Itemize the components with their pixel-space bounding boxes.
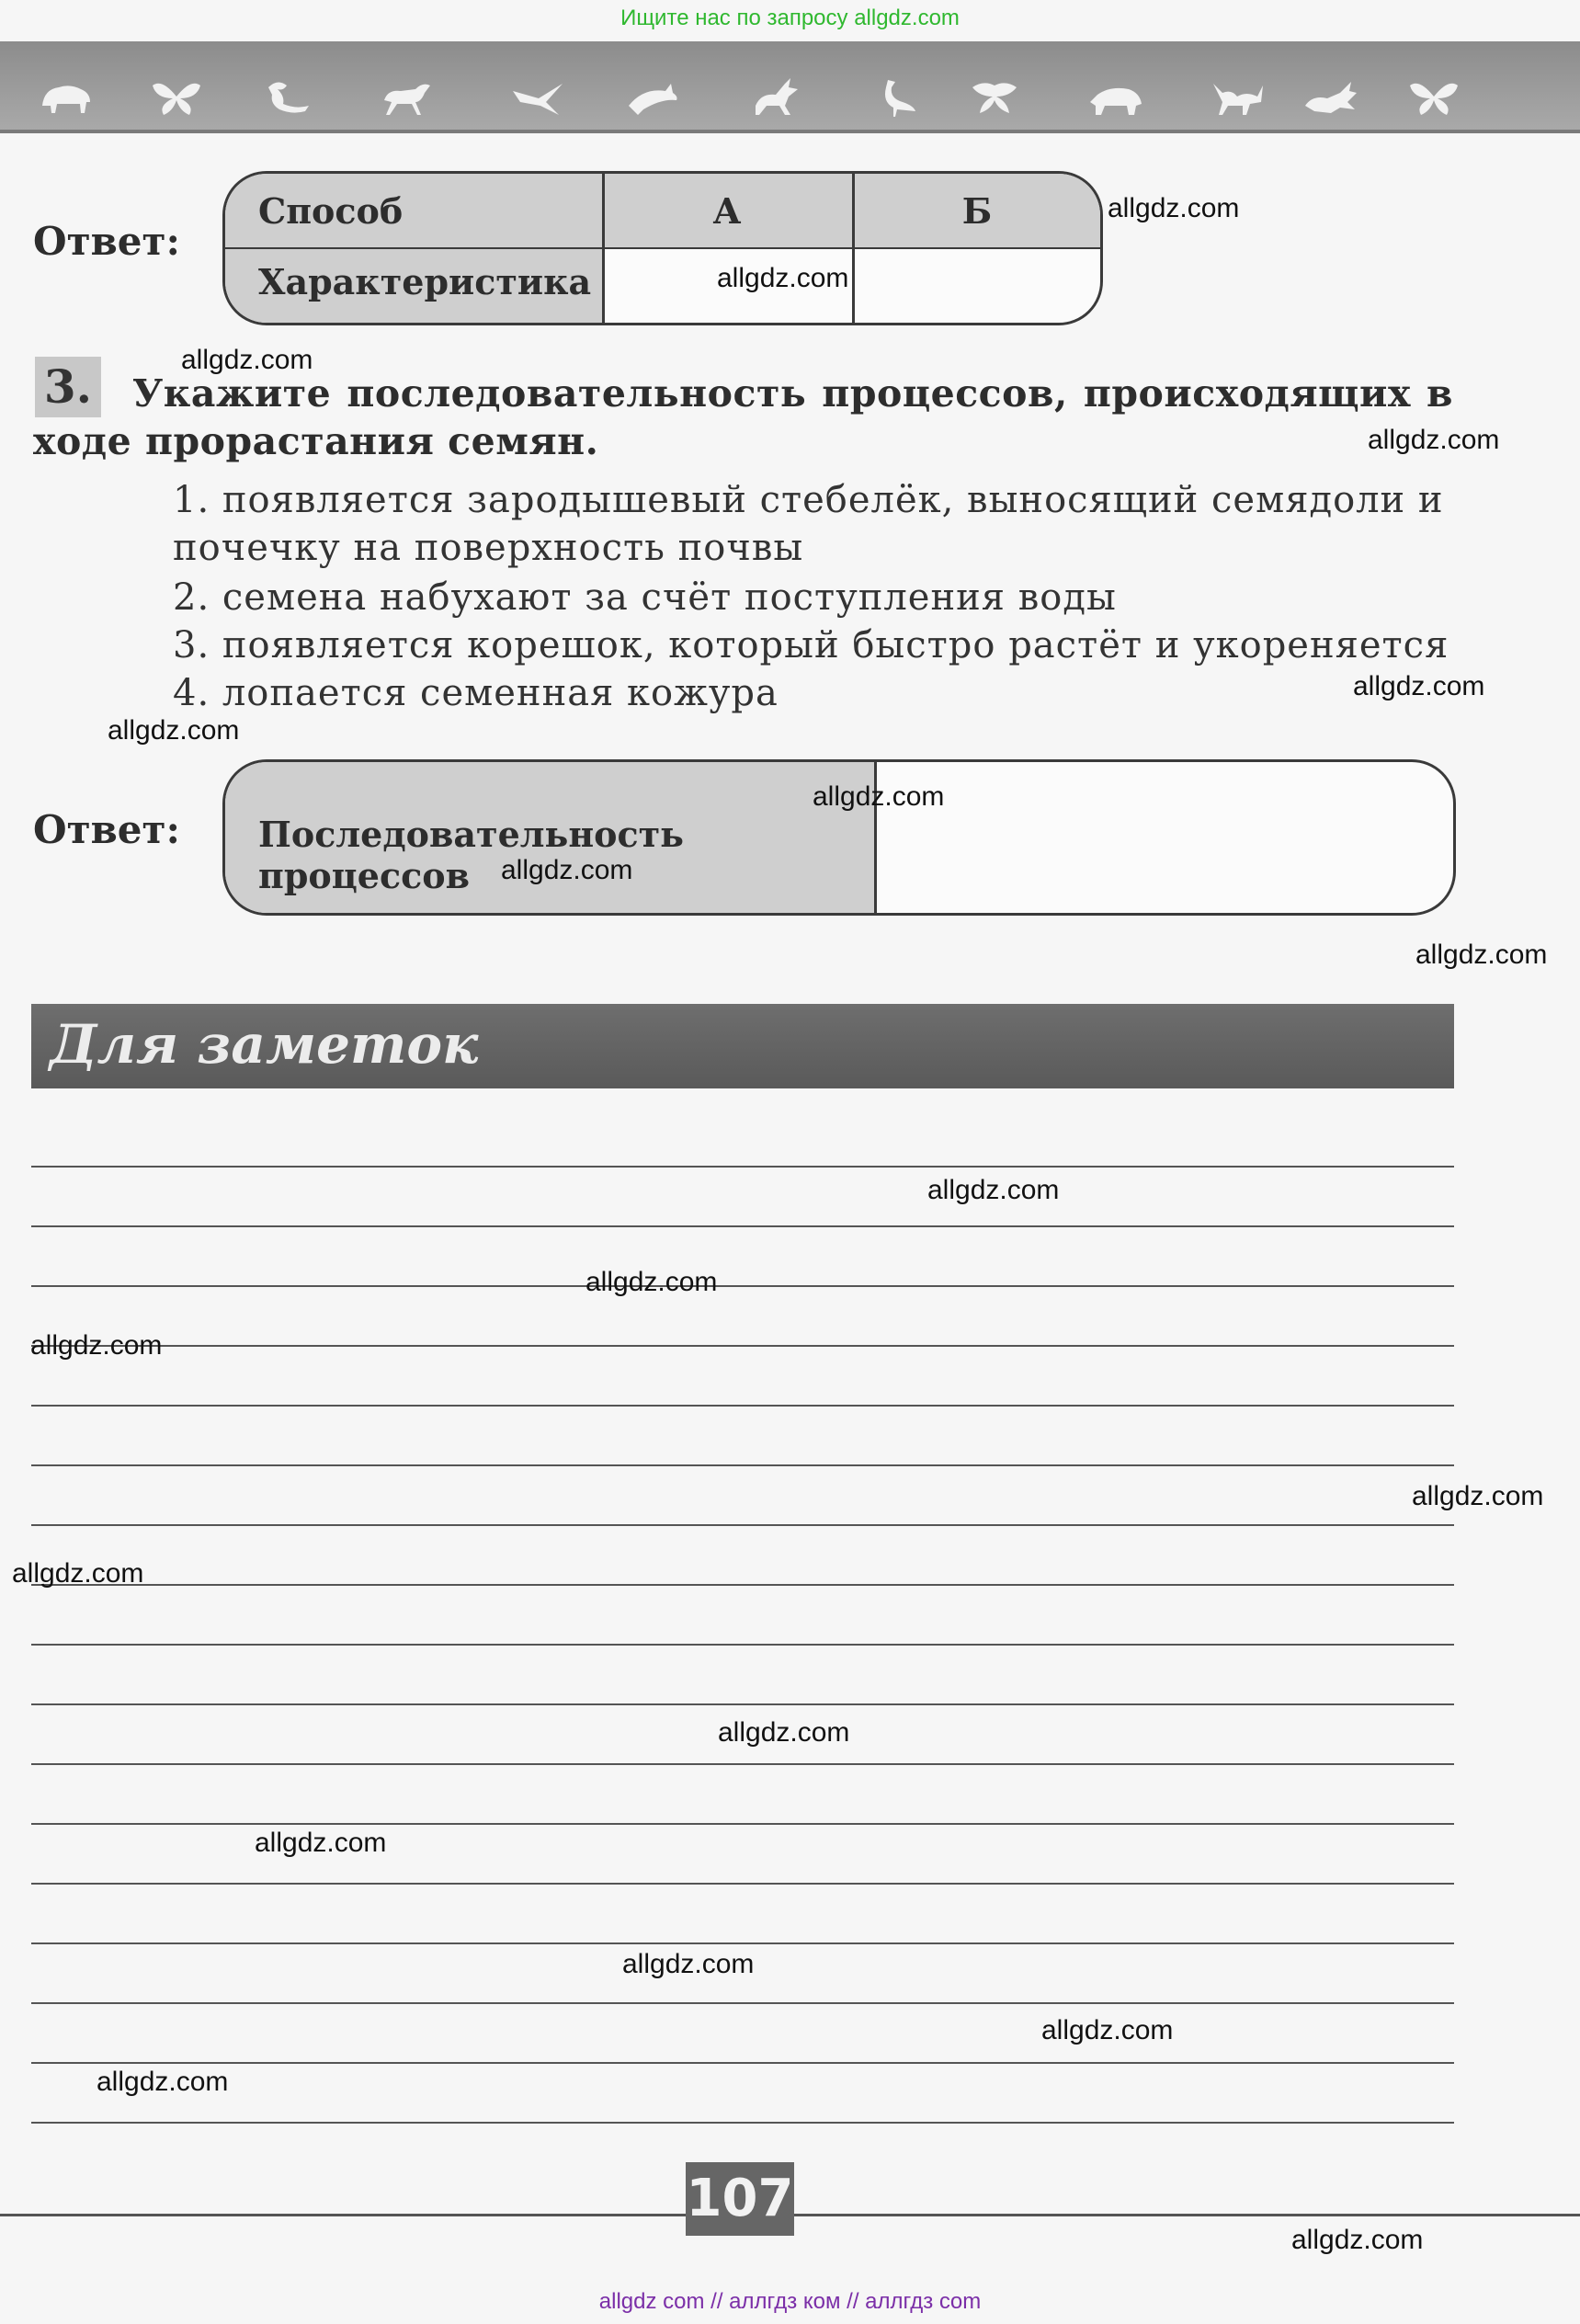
fox-icon bbox=[1210, 78, 1265, 117]
notes-header bbox=[31, 1004, 1454, 1088]
watermark: allgdz.com bbox=[717, 263, 849, 293]
notes-line[interactable] bbox=[31, 1823, 1454, 1825]
banner-divider bbox=[0, 130, 1580, 133]
bird-icon bbox=[511, 78, 566, 117]
top-promo-link[interactable]: Ищите нас по запросу allgdz.com bbox=[620, 6, 960, 30]
footer-line bbox=[0, 2214, 686, 2216]
header-banner bbox=[0, 41, 1580, 130]
watermark: allgdz.com bbox=[501, 855, 633, 885]
watermark: allgdz.com bbox=[30, 1330, 163, 1361]
dolphin-icon bbox=[625, 78, 680, 117]
list-item-text: появляется корешок, который быстро растёт и укореняется bbox=[222, 624, 1449, 666]
notes-line[interactable] bbox=[31, 1584, 1454, 1586]
table-divider bbox=[225, 247, 1100, 249]
answer-cell-b[interactable] bbox=[852, 248, 1102, 323]
moth-icon bbox=[967, 78, 1022, 117]
notes-line[interactable] bbox=[31, 2002, 1454, 2004]
watermark: allgdz.com bbox=[97, 2067, 229, 2097]
page-number: 107 bbox=[686, 2162, 794, 2236]
list-item bbox=[173, 476, 1455, 572]
answer-cell-sequence[interactable] bbox=[874, 762, 1453, 913]
answer-table-task2 bbox=[222, 171, 1103, 325]
boar-icon bbox=[1088, 78, 1143, 117]
watermark: allgdz.com bbox=[108, 715, 240, 746]
task-question: Укажите последовательность процессов, происходящих в ходе прорастания семян. bbox=[33, 371, 1453, 463]
notes-line[interactable] bbox=[31, 1345, 1454, 1347]
watermark: allgdz.com bbox=[1353, 671, 1485, 701]
watermark: allgdz.com bbox=[1291, 2225, 1424, 2255]
notes-line[interactable] bbox=[31, 1464, 1454, 1466]
list-item-text: семена набухают за счёт поступления воды bbox=[222, 576, 1117, 619]
notes-line[interactable] bbox=[31, 1166, 1454, 1168]
list-item-number: 4. bbox=[173, 672, 210, 714]
list-item-number: 1. bbox=[173, 479, 210, 521]
list-item-number: 3. bbox=[173, 624, 210, 666]
list-item bbox=[173, 669, 1455, 717]
table-header-a: А bbox=[602, 174, 852, 248]
watermark: allgdz.com bbox=[1108, 193, 1240, 223]
notes-line[interactable] bbox=[31, 1763, 1454, 1765]
hare-icon bbox=[1303, 78, 1358, 117]
table-header-sequence: Последовательность процессов bbox=[225, 762, 874, 913]
heron-icon bbox=[870, 78, 925, 117]
watermark: allgdz.com bbox=[12, 1558, 144, 1589]
watermark: allgdz.com bbox=[1041, 2015, 1174, 2045]
notes-line[interactable] bbox=[31, 1285, 1454, 1287]
watermark: allgdz.com bbox=[813, 781, 945, 812]
notes-line[interactable] bbox=[31, 1883, 1454, 1885]
answer-label-task3: Ответ: bbox=[33, 807, 181, 852]
scorpion-icon bbox=[259, 78, 314, 117]
footer-links[interactable]: allgdz com // аллгдз ком // аллгдз com bbox=[598, 2289, 982, 2314]
notes-line[interactable] bbox=[31, 1644, 1454, 1646]
watermark: allgdz.com bbox=[1412, 1481, 1544, 1511]
list-item-number: 2. bbox=[173, 576, 210, 619]
notes-line[interactable] bbox=[31, 2122, 1454, 2124]
watermark: allgdz.com bbox=[1368, 425, 1500, 455]
deer-icon bbox=[748, 78, 803, 117]
notes-line[interactable] bbox=[31, 1942, 1454, 1944]
answer-label-task2: Ответ: bbox=[33, 219, 181, 264]
footer-line bbox=[794, 2214, 1580, 2216]
watermark: allgdz.com bbox=[585, 1267, 718, 1297]
watermark: allgdz.com bbox=[927, 1175, 1060, 1205]
notes-title: Для заметок bbox=[50, 1013, 479, 1076]
notes-line[interactable] bbox=[31, 1405, 1454, 1407]
butterfly-icon bbox=[1406, 78, 1461, 117]
list-item-text: появляется зародышевый стебелёк, выносящий семядоли и почечку на поверхность почвы bbox=[173, 479, 1444, 569]
watermark: allgdz.com bbox=[1415, 940, 1548, 970]
bison-icon bbox=[39, 78, 94, 117]
list-item-text: лопается семенная кожура bbox=[222, 672, 779, 714]
table-header-method: Способ bbox=[225, 174, 602, 248]
horse-icon bbox=[379, 78, 434, 117]
task-number: 3. bbox=[35, 357, 101, 417]
notes-line[interactable] bbox=[31, 1524, 1454, 1526]
watermark: allgdz.com bbox=[181, 345, 313, 375]
table-header-characteristic: Характеристика bbox=[225, 248, 602, 323]
butterfly-icon bbox=[149, 78, 204, 117]
watermark: allgdz.com bbox=[622, 1949, 755, 1979]
notes-line[interactable] bbox=[31, 2062, 1454, 2064]
list-item bbox=[173, 621, 1455, 669]
notes-line[interactable] bbox=[31, 1225, 1454, 1227]
table-header-b: Б bbox=[852, 174, 1102, 248]
watermark: allgdz.com bbox=[255, 1828, 387, 1858]
notes-line[interactable] bbox=[31, 1703, 1454, 1705]
watermark: allgdz.com bbox=[718, 1717, 850, 1748]
list-item bbox=[173, 574, 1455, 621]
